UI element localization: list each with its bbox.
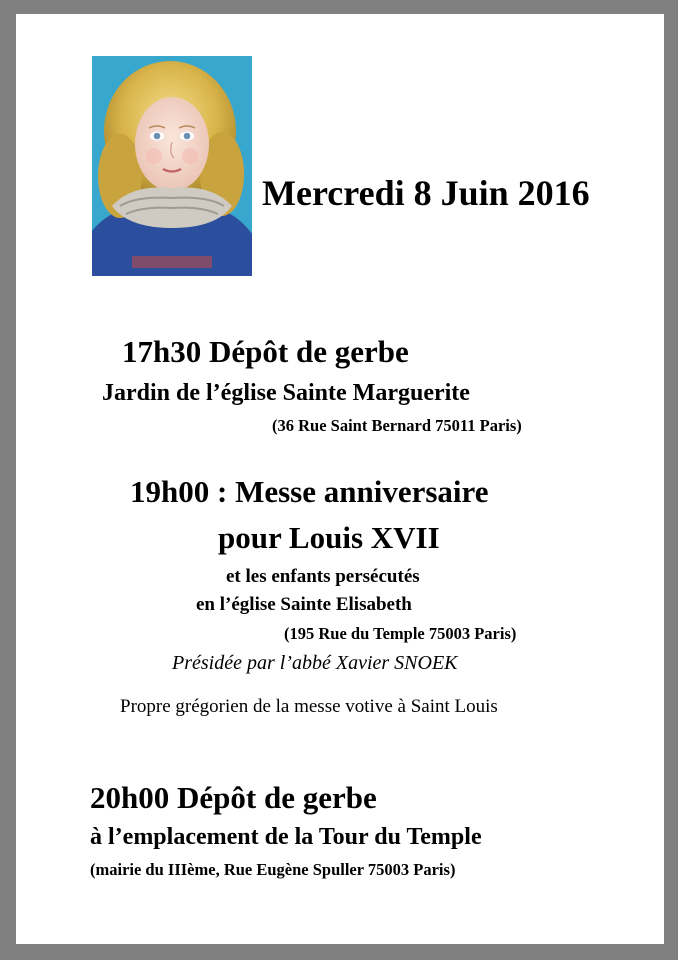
event1-address: (36 Rue Saint Bernard 75011 Paris) [272, 416, 522, 435]
event1-title: 17h30 Dépôt de gerbe [122, 334, 409, 369]
event2-presided: Présidée par l’abbé Xavier SNOEK [172, 652, 458, 674]
event3-address: (mairie du IIIème, Rue Eugène Spuller 75003 Paris) [90, 860, 456, 879]
event2-address: (195 Rue du Temple 75003 Paris) [284, 624, 517, 643]
event2-subtitle-line1: et les enfants persécutés [226, 566, 420, 587]
event1-place: Jardin de l’église Sainte Marguerite [102, 380, 470, 406]
event2-subtitle-line2: en l’église Sainte Elisabeth [196, 594, 412, 615]
event2-title-line1: 19h00 : Messe anniversaire [130, 474, 489, 509]
event2-title-line2: pour Louis XVII [218, 520, 440, 555]
event3-title: 20h00 Dépôt de gerbe [90, 780, 377, 815]
event2-liturgy: Propre grégorien de la messe votive à Saint Louis [120, 696, 498, 717]
portrait-image [92, 56, 252, 276]
event3-place: à l’emplacement de la Tour du Temple [90, 824, 482, 850]
flyer-page [16, 14, 664, 944]
event-date: Mercredi 8 Juin 2016 [262, 173, 590, 213]
